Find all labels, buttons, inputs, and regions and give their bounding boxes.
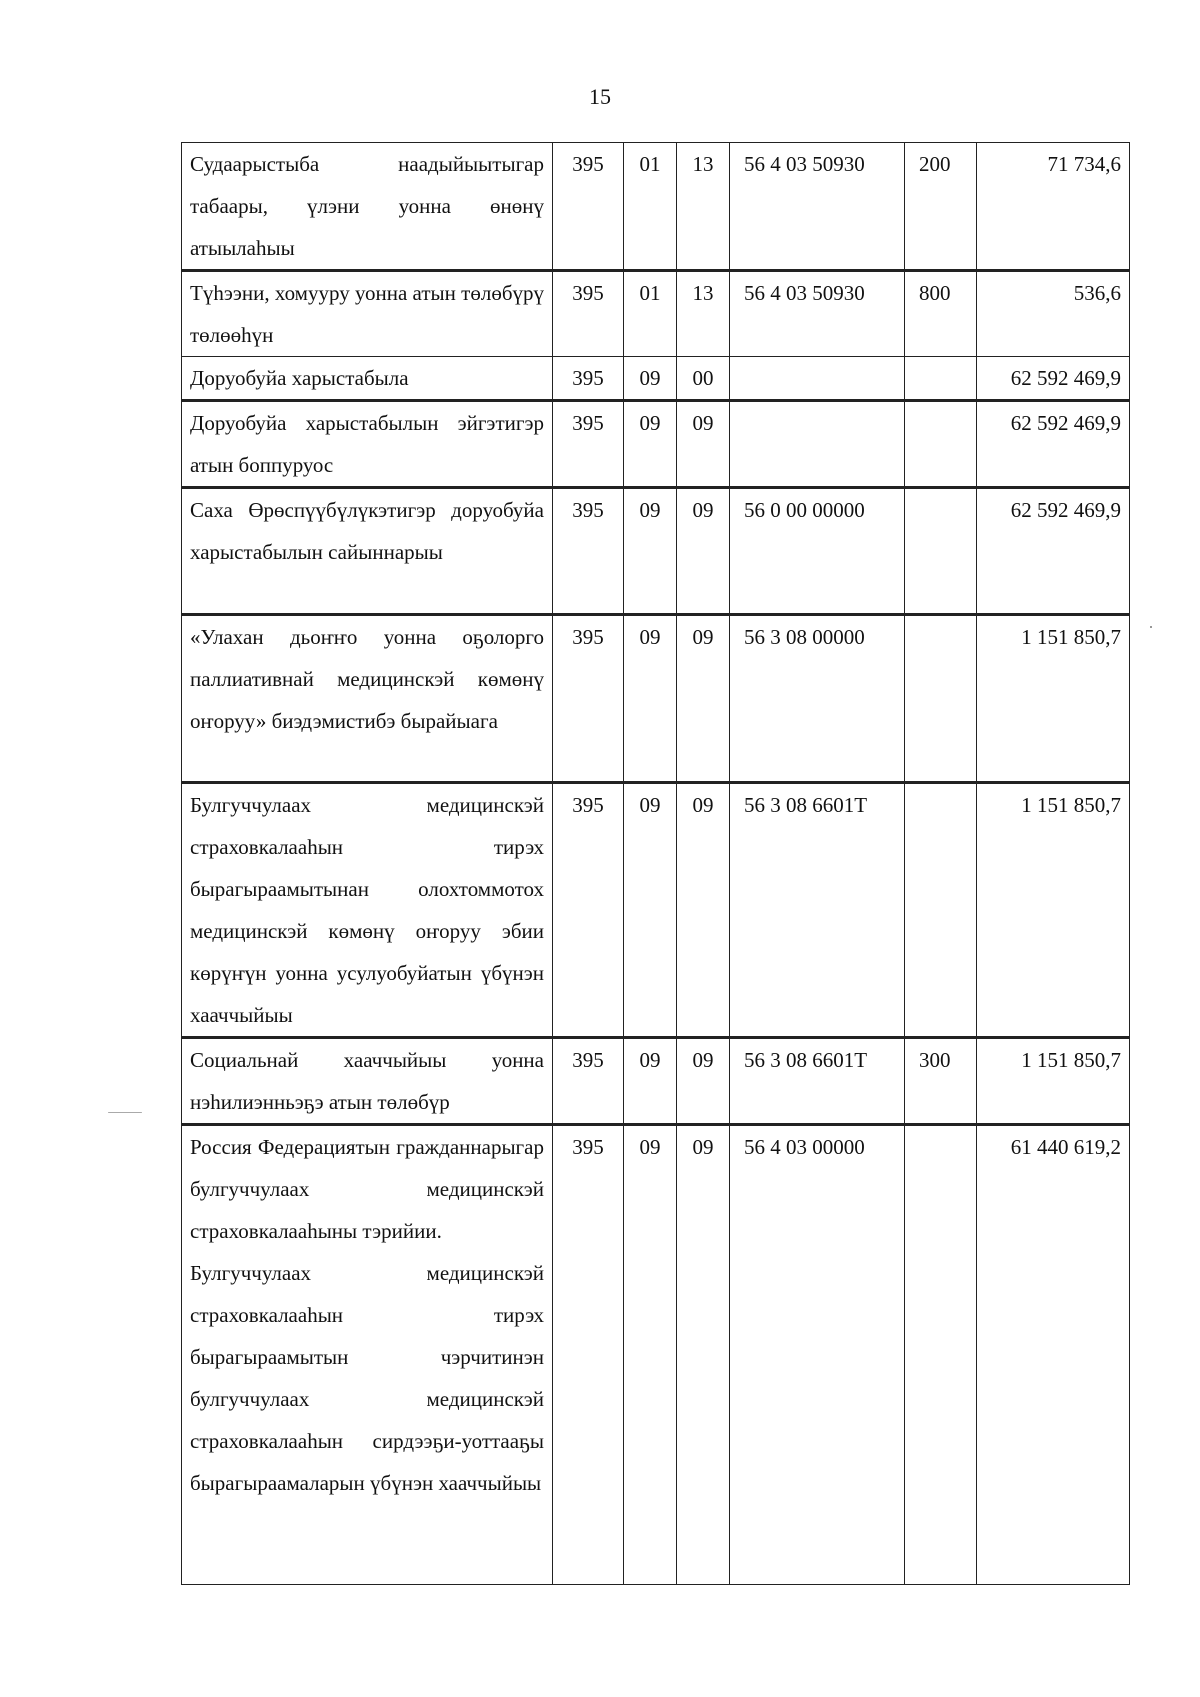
target-item-code: [730, 401, 905, 488]
scan-speck: [1150, 626, 1152, 628]
section-code: 09: [624, 1038, 677, 1125]
expense-type-code: [905, 1125, 977, 1585]
grbs-code: 395: [553, 271, 624, 357]
grbs-code: 395: [553, 1038, 624, 1125]
table-row: [182, 401, 1130, 488]
grbs-code: 395: [553, 488, 624, 615]
table-row: [182, 357, 1130, 401]
row-description: [182, 1125, 553, 1585]
section-code: 01: [624, 271, 677, 357]
expense-type-code: 300: [905, 1038, 977, 1125]
row-description: Доруобуйа харыстабылын эйгэтигэр атын боппуруос: [182, 401, 553, 488]
row-description: Саха Өрөспүүбүлүкэтигэр доруобуйа харыстабылын сайыннарыы: [182, 488, 553, 615]
amount: 61 440 619,2: [977, 1125, 1130, 1585]
grbs-code: 395: [553, 1125, 624, 1585]
expense-type-code: 800: [905, 271, 977, 357]
target-item-code: [730, 357, 905, 401]
subsection-code: 13: [677, 143, 730, 271]
target-item-code: 56 4 03 50930: [730, 143, 905, 271]
target-item-code: 56 3 08 6601T: [730, 783, 905, 1038]
subsection-code: 09: [677, 401, 730, 488]
section-code: 09: [624, 401, 677, 488]
expense-type-code: [905, 401, 977, 488]
section-code: 09: [624, 488, 677, 615]
row-description: «Улахан дьоҥҥо уонна оҕолорго паллиативнай медицинскэй көмөнү оҥоруу» биэдэмистибэ бырайыага: [182, 615, 553, 783]
grbs-code: 395: [553, 143, 624, 271]
grbs-code: 395: [553, 615, 624, 783]
table-row: [182, 488, 1130, 615]
subsection-code: 09: [677, 1125, 730, 1585]
grbs-code: 395: [553, 401, 624, 488]
subsection-code: 09: [677, 615, 730, 783]
subsection-code: 09: [677, 488, 730, 615]
expense-type-code: [905, 488, 977, 615]
section-code: 09: [624, 1125, 677, 1585]
row-description-part: Булгуччулаах медицинскэй страховкалааhын тирэх бырагыраамытын чэрчитинэн булгуччулаах медицинскэй страховкалааhын сирдээҕи-уоттааҕы бырагыраамаларын үбүнэн хааччыйыы: [190, 1261, 544, 1495]
table-row: [182, 1125, 1130, 1585]
row-description: Булгуччулаах медицинскэй страховкалааhын тирэх бырагыраамытынан олохтоммотох медицинскэй көмөнү оҥоруу эбии көрүҥүн уонна усулуобуйатын үбүнэн хааччыйыы: [182, 783, 553, 1038]
amount: 1 151 850,7: [977, 783, 1130, 1038]
expense-type-code: 200: [905, 143, 977, 271]
target-item-code: 56 0 00 00000: [730, 488, 905, 615]
expense-type-code: [905, 357, 977, 401]
row-description: Түhээни, хомууру уонна атын төлөбүрү төлөөhүн: [182, 271, 553, 357]
table-row: [182, 615, 1130, 783]
amount: 62 592 469,9: [977, 357, 1130, 401]
section-code: 09: [624, 783, 677, 1038]
row-description: Доруобуйа харыстабыла: [182, 357, 553, 401]
subsection-code: 13: [677, 271, 730, 357]
target-item-code: 56 3 08 6601T: [730, 1038, 905, 1125]
table-row: [182, 271, 1130, 357]
row-description: Социальнай хааччыйыы уонна нэhилиэнньэҕэ атын төлөбүр: [182, 1038, 553, 1125]
page-number: 15: [589, 84, 611, 109]
table-row: [182, 143, 1130, 271]
row-description: Судаарыстыба наадыйыытыгар табаары, үлэни уонна өнөнү атыылаhыы: [182, 143, 553, 271]
budget-table: [181, 142, 1130, 1585]
table-row: [182, 1038, 1130, 1125]
row-description-part: Россия Федерациятын гражданнарыгар булгуччулаах медицинскэй страховкалааhыны тэрийии.: [190, 1135, 544, 1243]
scan-speck: [108, 1112, 142, 1113]
expense-type-code: [905, 783, 977, 1038]
target-item-code: 56 3 08 00000: [730, 615, 905, 783]
expense-type-code: [905, 615, 977, 783]
section-code: 09: [624, 615, 677, 783]
subsection-code: 09: [677, 783, 730, 1038]
target-item-code: 56 4 03 50930: [730, 271, 905, 357]
grbs-code: 395: [553, 783, 624, 1038]
target-item-code: 56 4 03 00000: [730, 1125, 905, 1585]
grbs-code: 395: [553, 357, 624, 401]
subsection-code: 00: [677, 357, 730, 401]
amount: 62 592 469,9: [977, 401, 1130, 488]
amount: 1 151 850,7: [977, 1038, 1130, 1125]
section-code: 09: [624, 357, 677, 401]
amount: 536,6: [977, 271, 1130, 357]
amount: 62 592 469,9: [977, 488, 1130, 615]
amount: 71 734,6: [977, 143, 1130, 271]
amount: 1 151 850,7: [977, 615, 1130, 783]
table-row: [182, 783, 1130, 1038]
section-code: 01: [624, 143, 677, 271]
subsection-code: 09: [677, 1038, 730, 1125]
